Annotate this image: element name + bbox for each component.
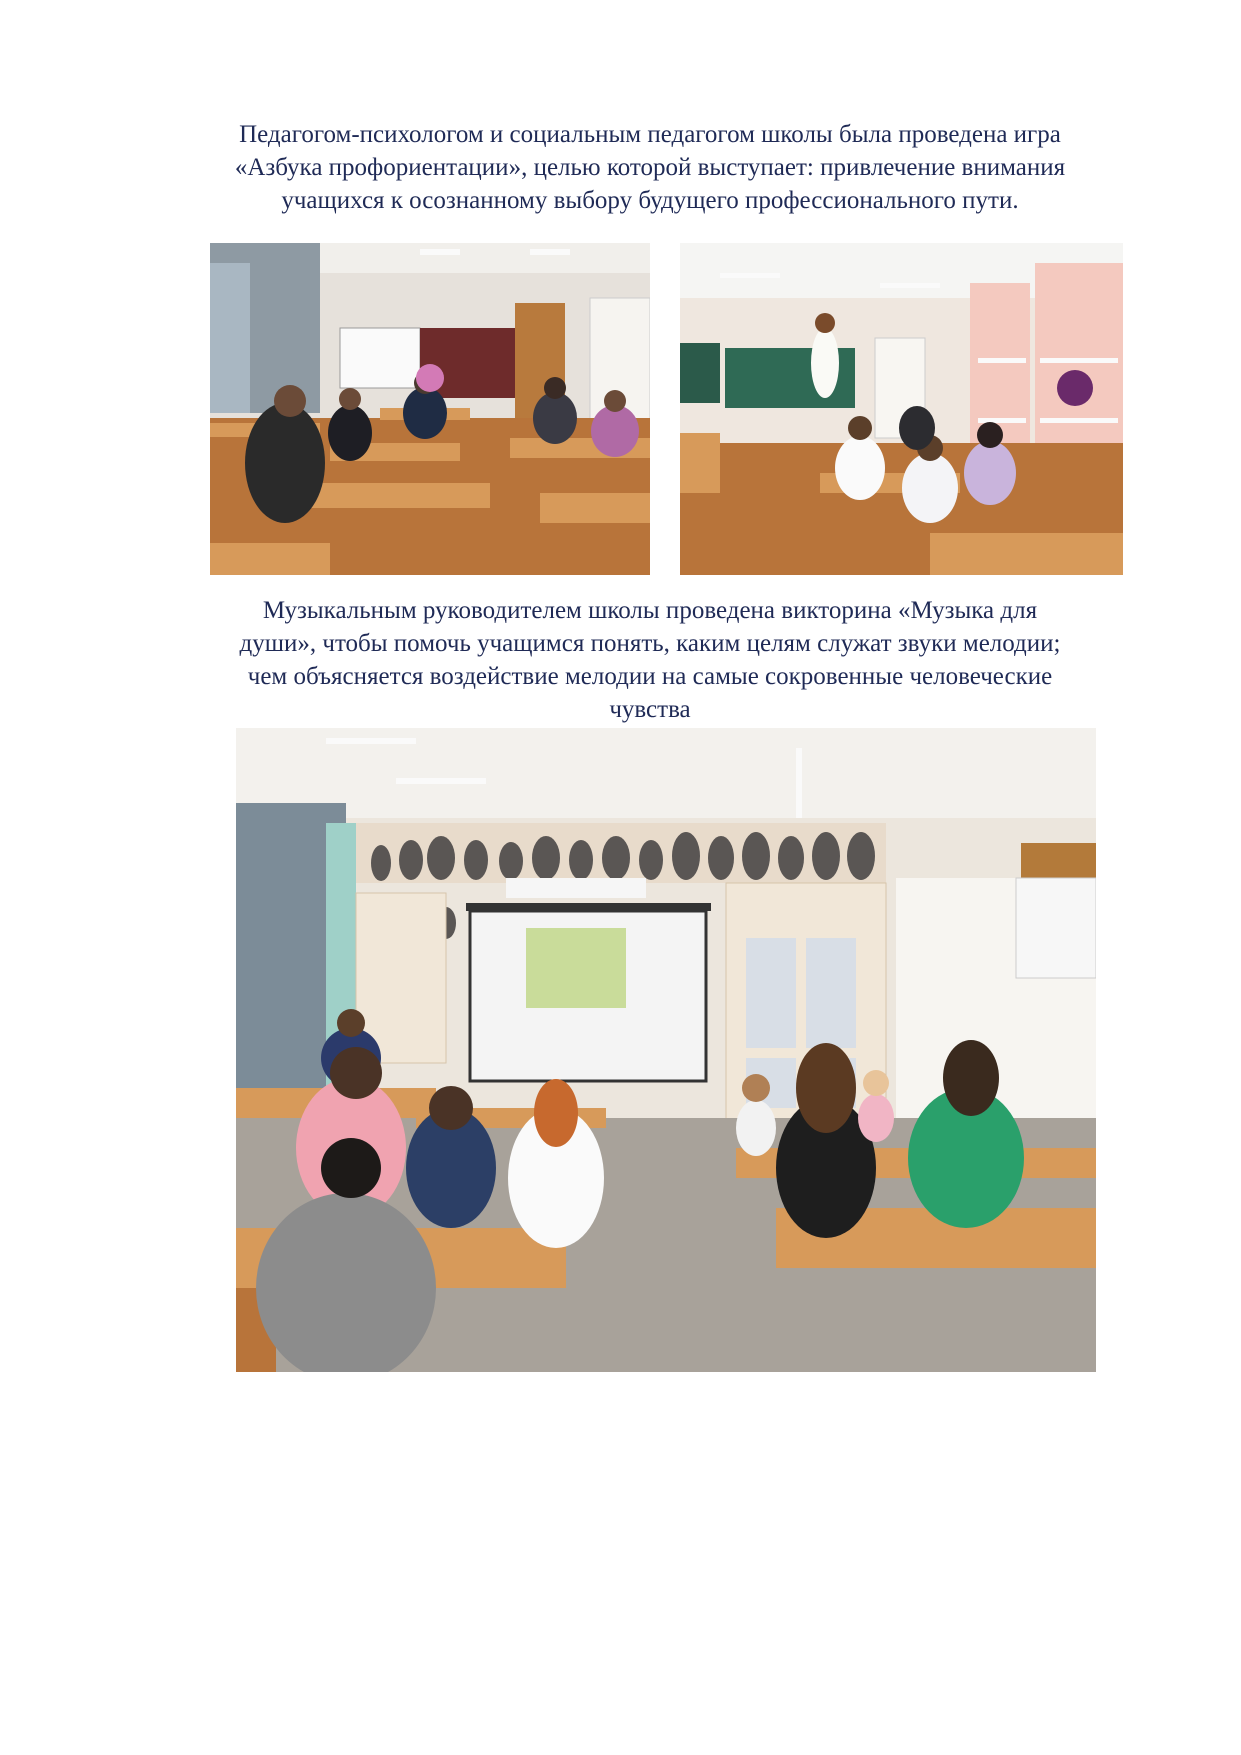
text-line: учащихся к осознанному выбору будущего профессионального пути.: [281, 187, 1019, 214]
text-line: «Азбука профориентации», целью которой выступает: привлечение внимания: [234, 154, 1066, 181]
photo-classroom-game-1: [210, 243, 650, 575]
text-line: Педагогом-психологом и социальным педагогом школы была проведена игра: [239, 121, 1061, 148]
photo-music-quiz: [236, 728, 1096, 1372]
text-line: Музыкальным руководителем школы проведена викторина «Музыка для: [262, 597, 1038, 624]
paragraph-career-game: [150, 118, 1150, 217]
text-line: души», чтобы помочь учащимся понять, каким целям служат звуки мелодии;: [239, 630, 1061, 657]
paragraph-music-quiz: [150, 594, 1150, 726]
text-line: чувства: [609, 696, 691, 723]
photo-classroom-game-2: [680, 243, 1123, 575]
text-line: чем объясняется воздействие мелодии на самые сокровенные человеческие: [247, 663, 1053, 690]
